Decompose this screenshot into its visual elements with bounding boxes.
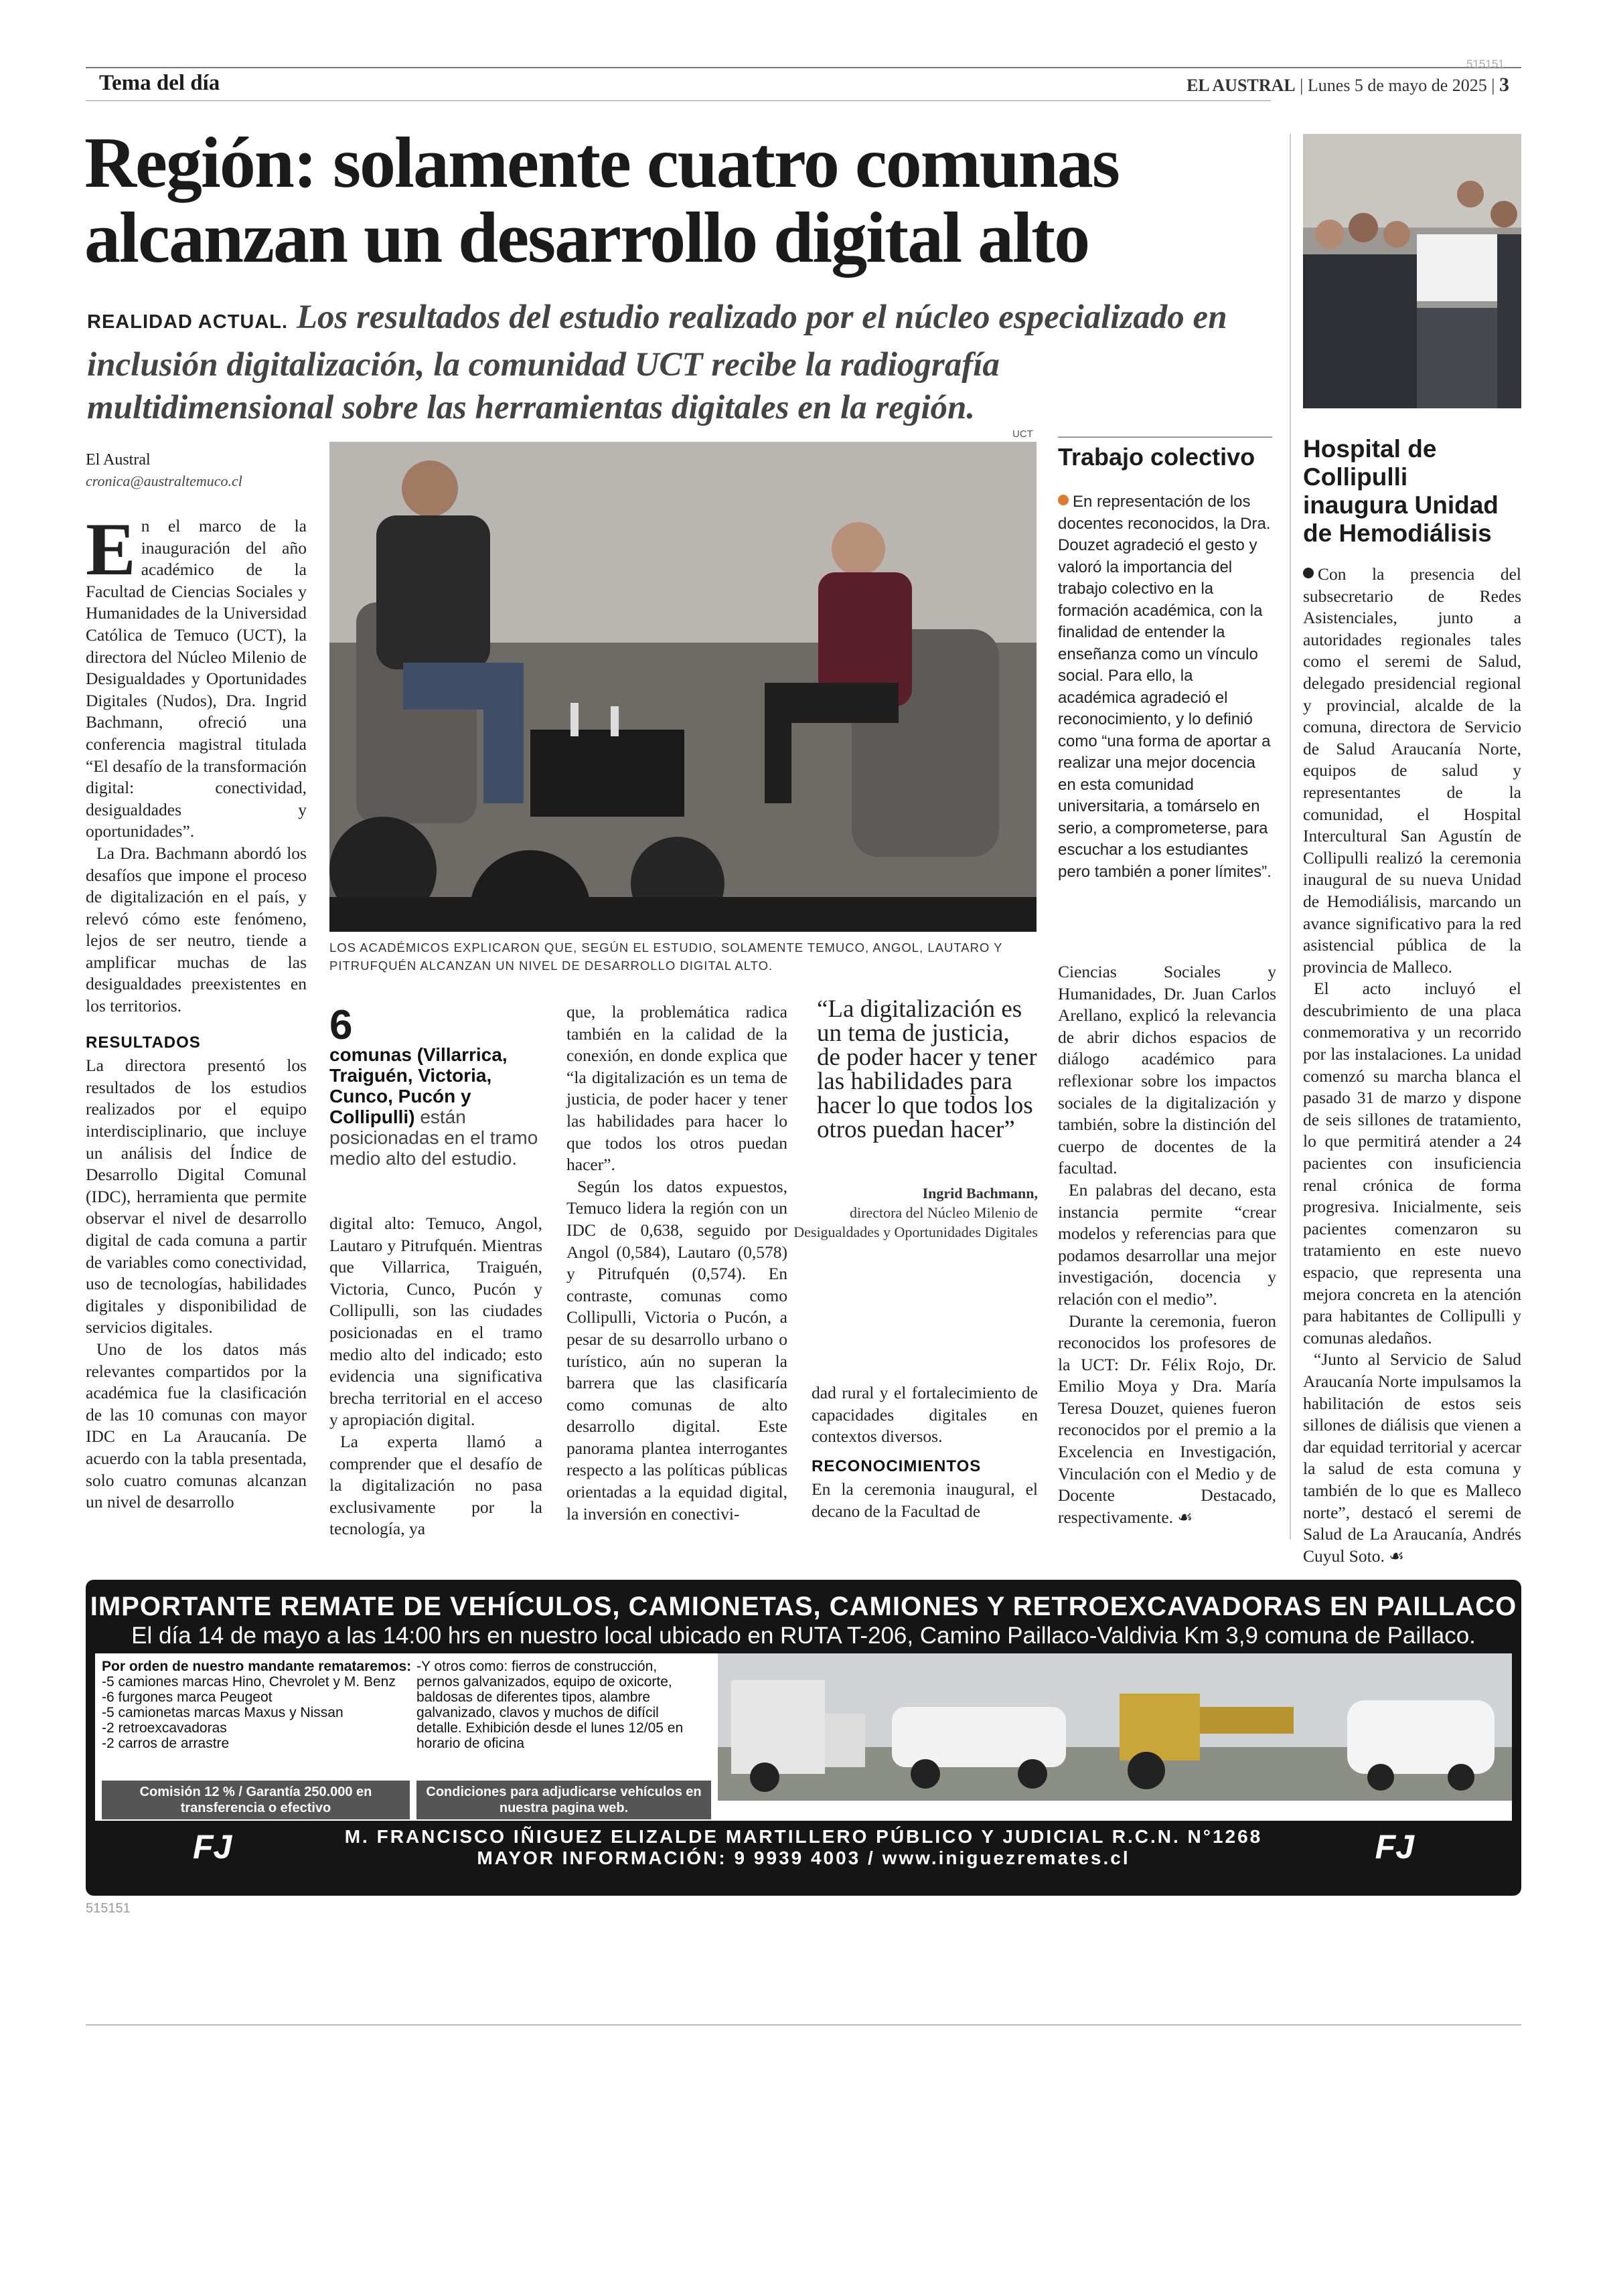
ad-logo-left: FJ bbox=[193, 1828, 232, 1866]
col2-p2: La experta llamó a comprender que el desafío de la digitalización no pasa exclusivamente por la tecnología, ya bbox=[329, 1431, 542, 1539]
col5-p3 bbox=[1058, 1311, 1276, 1529]
number-callout-bold: comunas (Villarrica, Traiguén, Victoria, Cunco, Pucón y Collipulli) bbox=[329, 1044, 508, 1127]
ad-title: IMPORTANTE REMATE DE VEHÍCULOS, CAMIONETAS, CAMIONES Y RETROEXCAVADORAS EN PAILLACO bbox=[90, 1592, 1517, 1621]
ad-footer-auctioneer: M. FRANCISCO IÑIGUEZ ELIZALDE MARTILLERO PÚBLICO Y JUDICIAL R.C.N. N°1268 bbox=[344, 1826, 1263, 1847]
kicker: REALIDAD ACTUAL. bbox=[87, 311, 289, 333]
col2-p1: digital alto: Temuco, Angol, Lautaro y Pitrufquén. Mientras que Villarrica, Traiguén, Victoria, Cunco, Pucón y Collipulli, son las ciudades posicionadas en el tramo medio alto del indicado; esto evidencia una significativa brecha territorial en el acceso y apropiación digital. bbox=[329, 1214, 542, 1430]
big-number: 6 bbox=[329, 1002, 353, 1048]
ad-list-heading: Por orden de nuestro mandante remataremos: bbox=[102, 1659, 412, 1674]
col3-p2: Según los datos expuestos, Temuco lidera la región con un IDC de 0,638, seguido por Angol (0,584), Lautaro (0,578) y Pitrufquén (0,574). En contraste, comunas como Collipulli, Victoria o Pucón, a pesar de su desarrollo urbano o turístico, aún no superan la barrera que las clasificaría como comunas de alto desarrollo digital. Este panorama plantea interrogantes respecto a las políticas públicas orientadas a la equidad digital, la inversión en conectivi- bbox=[566, 1176, 787, 1524]
issue-date: Lunes 5 de mayo de 2025 bbox=[1307, 76, 1487, 95]
quote-attribution bbox=[783, 1183, 1038, 1242]
col5-p1: Ciencias Sociales y Humanidades, Dr. Juan Carlos Arellano, explicó la relevancia de abrir dichos espacios de diálogo académico para reflexionar sobre los impactos sociales de la digitalización y también, sobre la distinción del cuerpo de docentes de la facultad. bbox=[1058, 962, 1276, 1178]
section-label: Tema del día bbox=[99, 71, 220, 95]
ad-list-item: -6 furgones marca Peugeot bbox=[102, 1690, 273, 1705]
top-rule bbox=[86, 67, 1521, 68]
deck-text: Los resultados del estudio realizado por el núcleo especializado en inclusión digitalización, la comunidad UCT recibe la radiografía multidimensional sobre las herramientas digitales en la región. bbox=[87, 299, 1227, 426]
sidebar-divider bbox=[1290, 134, 1291, 1540]
ad-vehicle-photos bbox=[718, 1653, 1512, 1801]
sidebar-p3 bbox=[1303, 1349, 1521, 1567]
auction-ad bbox=[86, 1580, 1521, 1896]
subhead-recognitions: RECONOCIMIENTOS bbox=[812, 1457, 982, 1475]
ad-commission-pill: Comisión 12 % / Garantía 250.000 en transferencia o efectivo bbox=[102, 1781, 410, 1819]
column-3 bbox=[566, 1001, 787, 1525]
author-email: cronica@australtemuco.cl bbox=[86, 473, 242, 489]
col4-p1: dad rural y el fortalecimiento de capacidades digitales en contextos diversos. bbox=[812, 1383, 1038, 1447]
box-title: Trabajo colectivo bbox=[1058, 443, 1255, 471]
sidebar-p2: El acto incluyó el descubrimiento de una placa conmemorativa y un recorrido por las instalaciones. La unidad comenzó su marcha blanca el pasado 31 de marzo y dispone de seis sillones de tratamiento, lo que permitirá atender a 24 pacientes con insuficiencia renal crónica de forma progresiva. Inicialmente, seis pacientes comenzaron su tratamiento en este nuevo espacio, que representa una mejora concreta en la atención para habitantes de Collipulli y comunas aledaños. bbox=[1303, 979, 1521, 1347]
bullet-icon bbox=[1058, 495, 1069, 505]
sidebar-photo bbox=[1303, 134, 1521, 408]
ad-vehicle-list bbox=[102, 1659, 416, 1751]
sidebar-p3-text: “Junto al Servicio de Salud Araucanía Norte impulsamos la habilitación de estos seis sillones de diálisis que vienen a dar equidad territorial y acercar la salud de esta comuna y también de lo que es Malleco norte”, destacó el seremi de Salud de La Araucanía, Andrés Cuyul Soto. bbox=[1303, 1349, 1521, 1566]
newspaper-name: EL AUSTRAL bbox=[1187, 76, 1296, 95]
ad-code: 515151 bbox=[86, 1901, 131, 1916]
quote-author: Ingrid Bachmann, bbox=[922, 1185, 1038, 1202]
photo-credit: UCT bbox=[1012, 428, 1033, 440]
column-2 bbox=[329, 1213, 542, 1540]
box-rule bbox=[1058, 436, 1272, 438]
ad-list-item: -5 camionetas marcas Maxus y Nissan bbox=[102, 1705, 343, 1720]
box-text-block bbox=[1058, 491, 1272, 883]
pull-quote: “La digitalización es un tema de justicia, de poder hacer y tener las habilidades para hacer lo que todos los otros puedan hacer” bbox=[817, 995, 1037, 1143]
col4-p2: En la ceremonia inaugural, el decano de la Facultad de bbox=[812, 1479, 1038, 1521]
ad-logo-right: FJ bbox=[1375, 1828, 1414, 1866]
deck bbox=[87, 296, 1239, 429]
page-number: 3 bbox=[1499, 74, 1509, 96]
ad-list-item: -2 carros de arrastre bbox=[102, 1736, 230, 1751]
col1-p1: n el marco de la inauguración del año académico de la Facultad de Ciencias Sociales y Humanidades de la Universidad Católica de Temuco (UCT), la directora del Núcleo Milenio de Desigualdades y Oportunidades Digitales (Nudos), Dra. Ingrid Bachmann, ofreció una conferencia magistral titulada “El desafío de la transformación digital: conectividad, desigualdades y oportunidades”. bbox=[86, 516, 307, 841]
dropcap: E bbox=[86, 508, 136, 591]
page-code: 515151 bbox=[1466, 58, 1505, 70]
sidebar-p1: Con la presencia del subsecretario de Redes Asistenciales, junto a autoridades regionales tales como el seremi de Salud, delegado presidencial regional y provincial, alcalde de la comuna, directora de Servicio de Salud Araucanía Norte, equipos de salud y representantes de la comunidad, el Hospital Intercultural San Agustín de Collipulli realizó la ceremonia inaugural de su nueva Unidad de Hemodiálisis, marcando un avance significativo para la red asistencial pública de la provincia de Malleco. bbox=[1303, 564, 1521, 977]
box-text: En representación de los docentes reconocidos, la Dra. Douzet agradeció el gesto y valoró la importancia del trabajo colectivo en la formación académica, con la finalidad de entender la enseñanza como un vínculo social. Para ello, la académica agradeció el reconocimiento, y lo definió como “una forma de aportar a realizar una mejor docencia en esta comunidad universitaria, a tomárselo en serio, a comprometerse, para escuchar a los estudiantes pero también a poner límites”. bbox=[1058, 493, 1272, 881]
ad-content-panel bbox=[95, 1653, 1512, 1821]
number-callout bbox=[329, 1044, 542, 1169]
col5-p3-text: Durante la ceremonia, fueron reconocidos los profesores de la UCT: Dr. Félix Rojo, Dr. Emilio Moya y Dra. María Teresa Douzet, quienes fueron reconocidos por el premio a la Excelencia en Investigación, Vinculación con el Medio y de Docente Destacado, respectivamente. bbox=[1058, 1311, 1276, 1527]
ad-subtitle: El día 14 de mayo a las 14:00 hrs en nuestro local ubicado en RUTA T-206, Camino Paillaco-Valdivia Km 3,9 comuna de Paillaco. bbox=[131, 1623, 1476, 1649]
byline: El Austral bbox=[86, 451, 151, 469]
end-mark-icon: ☙ bbox=[1177, 1507, 1193, 1527]
col3-p1: que, la problemática radica también en la calidad de la conexión, en donde explica que “la digitalización es un tema de justicia, de poder hacer y tener las habilidades para hacer lo que todos los otros puedan hacer”. bbox=[566, 1002, 787, 1175]
number-callout-text: están posicionadas en el tramo medio alto del estudio. bbox=[329, 1106, 538, 1169]
sidebar-bullet-icon bbox=[1303, 568, 1314, 578]
masthead: EL AUSTRAL | Lunes 5 de mayo de 2025 | 3 bbox=[1187, 74, 1509, 96]
header-underline bbox=[86, 100, 1271, 101]
col1-p4: Uno de los datos más relevantes compartidos por la académica fue la clasificación de las 10 comunas con mayor IDC en La Araucanía. De acuerdo con la tabla presentada, solo cuatro comunas alcanzan un nivel de desarrollo bbox=[86, 1339, 307, 1512]
ad-conditions-pill: Condiciones para adjudicarse vehículos en nuestra pagina web. bbox=[416, 1781, 711, 1819]
ad-list-item: -2 retroexcavadoras bbox=[102, 1720, 227, 1736]
sidebar-text bbox=[1303, 564, 1521, 1567]
column-5 bbox=[1058, 961, 1276, 1528]
ad-list-item: -5 camiones marcas Hino, Chevrolet y M. Benz bbox=[102, 1674, 396, 1690]
photo-caption: LOS ACADÉMICOS EXPLICARON QUE, SEGÚN EL ESTUDIO, SOLAMENTE TEMUCO, ANGOL, LAUTARO Y PITRUFQUÉN ALCANZAN UN NIVEL DE DESARROLLO DIGITAL ALTO. bbox=[329, 940, 1003, 973]
headline: Región: solamente cuatro comunas alcanzan un desarrollo digital alto bbox=[84, 123, 1119, 278]
ad-footer-contact: MAYOR INFORMACIÓN: 9 9939 4003 / www.iniguezremates.cl bbox=[477, 1848, 1130, 1868]
ad-others: -Y otros como: fierros de construcción, pernos galvanizados, equipo de oxicorte, baldosas de diferentes tipos, alambre galvanizado, clavos y muchos de difícil detalle. Exhibición desde el lunes 12/05 en horario de oficina bbox=[416, 1659, 684, 1751]
column-1 bbox=[86, 508, 307, 1513]
sidebar-end-mark-icon: ☙ bbox=[1389, 1546, 1405, 1566]
column-4 bbox=[812, 1382, 1038, 1523]
sidebar-title: Hospital de Collipulli inaugura Unidad de Hemodiálisis bbox=[1303, 435, 1499, 547]
subhead-results: RESULTADOS bbox=[86, 1033, 201, 1052]
col1-p2: La Dra. Bachmann abordó los desafíos que impone el proceso de digitalización en el país, y relevó cómo este fenómeno, lejos de ser neutro, tiende a amplificar muchas de las desigualdades preexistentes en los territorios. bbox=[86, 843, 307, 1016]
main-photo bbox=[329, 442, 1037, 932]
col5-p2: En palabras del decano, esta instancia permite “crear modelos y referencias para que podamos desarrollar una mejor investigación, docencia y relación con el medio”. bbox=[1058, 1179, 1276, 1309]
quote-role: directora del Núcleo Milenio de Desigualdades y Oportunidades Digitales bbox=[793, 1204, 1038, 1240]
ad-exhibition: Exhibición desde el lunes 12/05 en horarios de oficina. bbox=[980, 1801, 1415, 1819]
bottom-rule bbox=[86, 2024, 1521, 2026]
col1-p3: La directora presentó los resultados de los estudios realizados por el equipo interdisciplinario, que incluye un análisis del Índice de Desarrollo Digital Comunal (IDC), herramienta que permite observar el nivel de desarrollo digital de cada comuna a partir de variables como conectividad, uso de tecnologías, habilidades digitales y disponibilidad de servicios digitales. bbox=[86, 1056, 307, 1337]
